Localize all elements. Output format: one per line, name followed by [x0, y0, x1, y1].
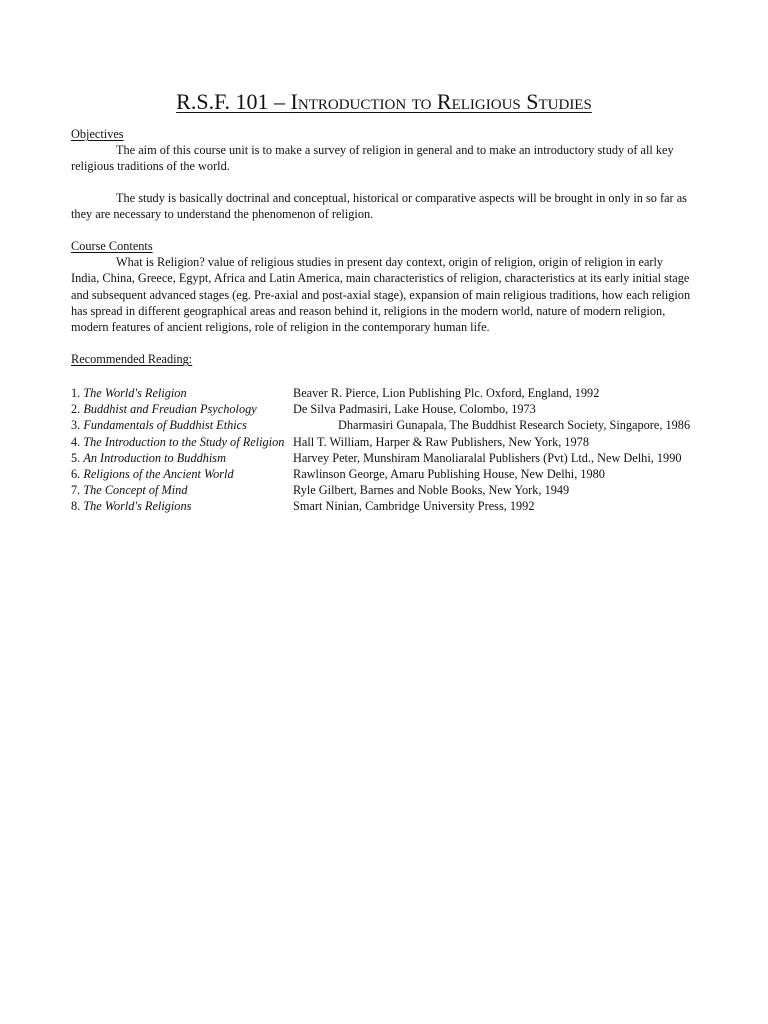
- list-item: [71, 482, 693, 498]
- reading-number: 2.: [71, 402, 81, 417]
- objectives-heading: Objectives: [71, 127, 124, 141]
- reading-number: 5.: [71, 450, 81, 465]
- reading-number: 4.: [71, 434, 81, 449]
- objectives-section: [71, 126, 693, 175]
- reading-detail: Hall T. William, Harper & Raw Publishers, New York, 1978: [293, 434, 589, 449]
- course-contents-section: [71, 238, 693, 335]
- reading-title: An Introduction to Buddhism: [83, 450, 226, 465]
- reading-list: [71, 385, 693, 515]
- objectives-paragraph-2-block: [71, 190, 693, 222]
- list-item: [71, 434, 693, 450]
- reading-detail: Beaver R. Pierce, Lion Publishing Plc. Oxford, England, 1992: [293, 386, 600, 400]
- list-item: [71, 498, 693, 514]
- course-contents-heading: Course Contents: [71, 239, 153, 253]
- course-contents-paragraph: What is Religion? value of religious studies in present day context, origin of religion, origin of religion in early India, China, Greece, Egypt, Africa and Latin America, main characteristics of religion, characteristics at its early initial stage and subsequent advanced stages (eg. Pre-axial and post-axial stage), expansion of main religious traditions, how each religion has spread in different geographical areas and reason behind it, religions in the modern world, nature of modern religion, modern features of ancient religions, role of religion in the contemporary human life.: [71, 255, 691, 335]
- list-item: [71, 466, 693, 482]
- title-prefix: R.S.F. 101 –: [176, 89, 291, 114]
- reading-title: Buddhist and Freudian Psychology: [83, 402, 257, 417]
- recommended-reading-section: [71, 351, 693, 367]
- reading-number: 1.: [71, 386, 81, 400]
- reading-title: Fundamentals of Buddhist Ethics: [83, 418, 247, 433]
- reading-title: The Introduction to the Study of Religion: [83, 434, 285, 449]
- reading-title: Religions of the Ancient World: [83, 467, 234, 482]
- reading-number: 3.: [71, 418, 81, 433]
- reading-title: The World's Religions: [83, 499, 192, 514]
- reading-detail: Harvey Peter, Munshiram Manoliaralal Publishers (Pvt) Ltd., New Delhi, 1990: [293, 450, 682, 465]
- reading-detail: Dharmasiri Gunapala, The Buddhist Research Society, Singapore, 1986: [338, 418, 691, 433]
- reading-detail: De Silva Padmasiri, Lake House, Colombo, 1973: [293, 402, 536, 417]
- reading-detail: Rawlinson George, Amaru Publishing House, New Delhi, 1980: [293, 467, 605, 482]
- list-item: [71, 417, 693, 433]
- objectives-paragraph-1: The aim of this course unit is to make a survey of religion in general and to make an introductory study of all key religious traditions of the world.: [71, 143, 674, 174]
- page-title: [0, 88, 768, 116]
- recommended-reading-heading: Recommended Reading:: [71, 352, 193, 366]
- reading-number: 6.: [71, 467, 81, 482]
- list-item: [71, 385, 693, 401]
- reading-detail: Ryle Gilbert, Barnes and Noble Books, New York, 1949: [293, 483, 570, 498]
- objectives-paragraph-2: The study is basically doctrinal and conceptual, historical or comparative aspects will be brought in only in so far as they are necessary to understand the phenomenon of religion.: [71, 191, 687, 222]
- reading-detail: Smart Ninian, Cambridge University Press, 1992: [293, 499, 535, 514]
- reading-title: The World's Religion: [83, 386, 187, 400]
- reading-number: 8.: [71, 499, 81, 514]
- reading-number: 7.: [71, 483, 81, 498]
- list-item: [71, 450, 693, 466]
- reading-title: The Concept of Mind: [83, 483, 188, 498]
- title-main: Introduction to Religious Studies: [290, 89, 592, 114]
- list-item: [71, 401, 693, 417]
